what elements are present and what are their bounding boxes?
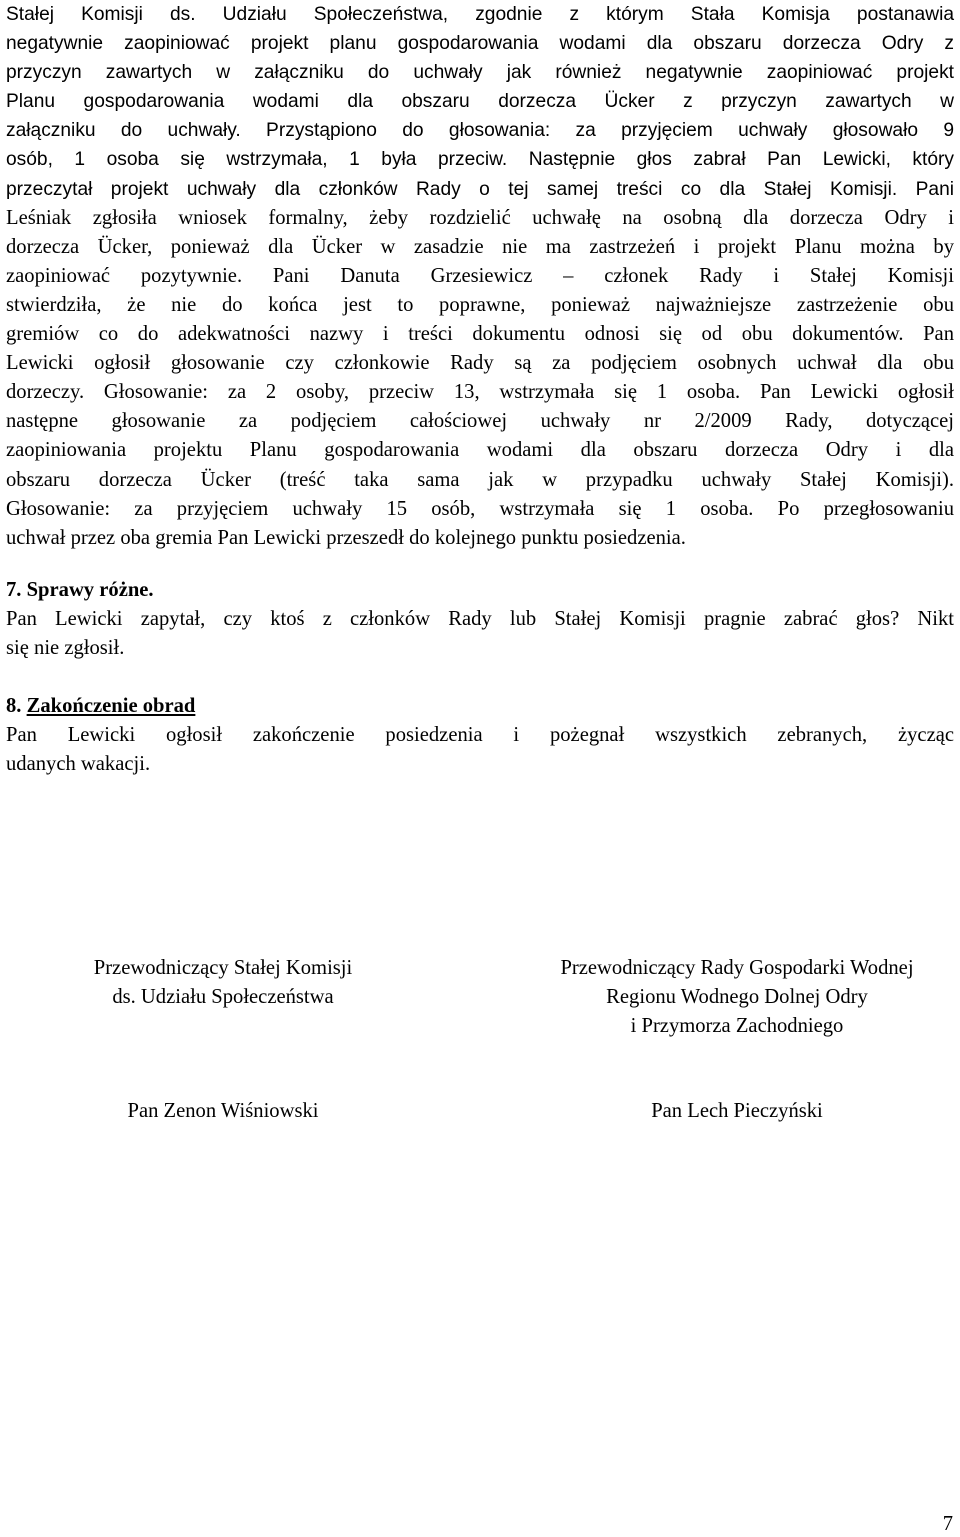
body-paragraph — [6, 0, 954, 553]
section-7-line-2: się nie zgłosił. — [6, 637, 125, 660]
body-line-15: następne głosowanie za podjęciem całościowej uchwały nr 2/2009 Rady, dotyczącej — [6, 410, 954, 433]
right-signature-title-line-3: i Przymorza Zachodniego — [630, 1015, 844, 1038]
right-signature-name: Pan Lech Pieczyński — [651, 1100, 823, 1122]
section-7-line-1: Pan Lewicki zapytał, czy ktoś z członków Rady lub Stałej Komisji pragnie zabrać głos? Nikt — [6, 608, 954, 630]
right-signature-title — [506, 954, 960, 1042]
body-line-2: negatywnie zaopiniować projekt planu gospodarowania wodami dla obszaru dorzecza Odry z — [6, 33, 954, 55]
body-line-9: dorzecza Ücker, ponieważ dla Ücker w zasadzie nie ma zastrzeżeń i projekt Planu można by — [6, 235, 954, 258]
body-line-17: obszaru dorzecza Ücker (treść taka sama jak w przypadku uchwały Stałej Komisji). — [6, 468, 954, 491]
body-line-4: Planu gospodarowania wodami dla obszaru dorzecza Ücker z przyczyn zawartych w — [6, 91, 954, 113]
section-8-paragraph — [6, 721, 954, 779]
body-line-6: osób, 1 osoba się wstrzymała, 1 była przeciw. Następnie głos zabrał Pan Lewicki, który — [6, 149, 954, 171]
body-line-12: gremiów co do adekwatności nazwy i treści dokumentu odnosi się od obu dokumentów. Pan — [6, 323, 954, 346]
body-line-16: zaopiniowania projektu Planu gospodarowania wodami dla obszaru dorzecza Odry i dla — [6, 439, 954, 462]
body-line-8: Leśniak zgłosiła wniosek formalny, żeby rozdzielić uchwałę na osobną dla dorzecza Odry i — [6, 206, 954, 229]
left-signature-name: Pan Zenon Wiśniowski — [127, 1100, 319, 1122]
section-8-line-1: Pan Lewicki ogłosił zakończenie posiedzenia i pożegnał wszystkich zebranych, życząc — [6, 724, 954, 746]
left-signature-title-line-2: ds. Udziału Społeczeństwa — [112, 986, 334, 1009]
body-line-18: Głosowanie: za przyjęciem uchwały 15 osób, wstrzymała się 1 osoba. Po przegłosowaniu — [6, 497, 954, 520]
body-line-10: zaopiniować pozytywnie. Pani Danuta Grzesiewicz – członek Rady i Stałej Komisji — [6, 264, 954, 287]
left-signature-title — [40, 954, 406, 1012]
body-line-13: Lewicki ogłosił głosowanie czy członkowie Rady są za podjęciem osobnych uchwał dla obu — [6, 352, 954, 375]
right-signature-title-line-1: Przewodniczący Rady Gospodarki Wodnej — [560, 957, 914, 979]
section-8-line-2: udanych wakacji. — [6, 753, 151, 776]
body-line-11: stwierdziła, że nie do końca jest to poprawne, ponieważ najważniejsze zastrzeżenie obu — [6, 293, 954, 316]
page-number: 7 — [942, 1513, 953, 1535]
section-7-paragraph — [6, 605, 954, 663]
body-line-1: Stałej Komisji ds. Udziału Społeczeństwa, zgodnie z którym Stała Komisja postanawia — [6, 4, 954, 25]
body-line-14: dorzeczy. Głosowanie: za 2 osoby, przeciw 13, wstrzymała się 1 osoba. Pan Lewicki ogłosił — [6, 381, 954, 404]
section-8-title: Zakończenie obrad — [26, 695, 196, 717]
body-line-5: załączniku do uchwały. Przystąpiono do głosowania: za przyjęciem uchwały głosowało 9 — [6, 120, 954, 142]
body-line-7: przeczytał projekt uchwały dla członków Rady o tej samej treści co dla Stałej Komisji. Pani — [6, 178, 954, 200]
section-7-heading: 7. Sprawy różne. — [6, 579, 154, 601]
section-8-number: 8. — [6, 695, 22, 717]
body-line-3: przyczyn zawartych w załączniku do uchwały jak również negatywnie zaopiniować projekt — [6, 62, 954, 84]
section-8-heading — [6, 692, 195, 721]
right-signature-title-line-2: Regionu Wodnego Dolnej Odry — [606, 986, 868, 1009]
left-signature-title-line-1: Przewodniczący Stałej Komisji — [93, 957, 353, 979]
body-line-19: uchwał przez oba gremia Pan Lewicki przeszedł do kolejnego punktu posiedzenia. — [6, 526, 686, 549]
